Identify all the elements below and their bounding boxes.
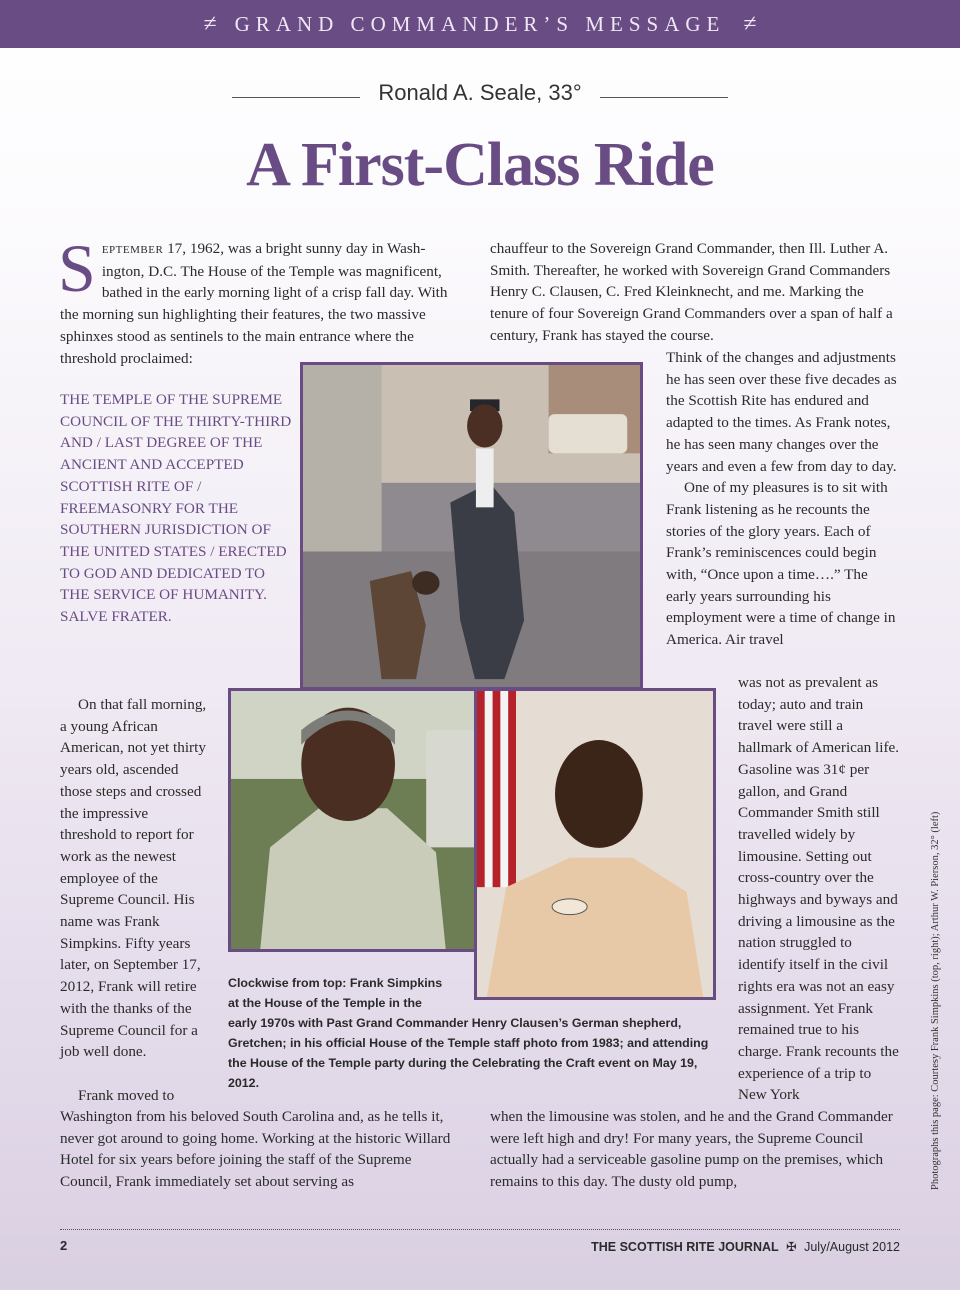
photo-frank-with-shepherd [300, 362, 643, 690]
temple-inscription: THE TEMPLE OF THE SUPREME COUNCIL OF THE THIRTY-THIRD AND / LAST DEGREE OF THE ANCIENT AND ACCEPTED SCOTTISH RITE OF / FREEMASONRY FOR THE SOUTHERN JURISDICTION OF THE UNITED STATES / ERECTED TO GOD AND DEDICATED TO THE SERVICE OF HUMANITY. SALVE FRATER. [60, 391, 292, 626]
column-two-top: chauffeur to the Sovereign Grand Commander, then Ill. Luther A. Smith. Thereafter, he worked with Sovereign Grand Commanders Henry C. Clausen, C. Fred Kleinknecht, and me. Marking the tenure of four Sovereign Grand Commanders over a span of half a century, Frank has stayed the course. [490, 240, 893, 344]
author-byline: Ronald A. Seale, 33° [378, 80, 582, 105]
cross-icon: ✠ [786, 1240, 797, 1254]
narrow-paragraph-right: was not as prevalent as today; auto and train travel were still a hallmark of American life. Gasoline was 31¢ per gallon, and Grand Commander Smith still travelled widely by limousine. Setting out cross-country over the highways and byways and driving a limousine as the nation struggled to identify itself in the civil rights era was not an easy assignment. Yet Frank remained true to his charge. Frank recounts the experience of a trip to New York [738, 674, 900, 1104]
photo-caption-part-1: Clockwise from top: Frank Simpkins at the House of the Temple in the [228, 976, 443, 1010]
column-two-middle [666, 347, 900, 651]
page-number: 2 [60, 1238, 68, 1253]
bottom-paragraph-left: Washington from his beloved South Carolina and, as he tells it, never got around to going home. Working at the historic Willard Hotel for six years before joining the staff of the Supreme Council, Frank immediately set about serving as [60, 1108, 451, 1191]
photo-caption-part-2: early 1970s with Past Grand Commander Henry Clausen’s German shepherd, Gretchen; in his official House of the Temple staff photo from 1983; and attending the House of the Temple party during the Celebrating the Craft event on May 19, 2012. [228, 1016, 709, 1090]
double-cross-icon: ≠ [743, 10, 757, 37]
narrow-paragraph-left: On that fall morning, a young African American, not yet thirty years old, ascended those steps and crossed the impressive threshold to report for work as the newest employee of the Supreme Council. His name was Frank Simpkins. Fifty years later, on September 17, 2012, Frank will retire with the thanks of the Supreme Council for a job well done. [60, 696, 207, 1061]
issue-date: July/August 2012 [804, 1240, 900, 1254]
double-cross-icon: ≠ [203, 10, 217, 37]
bottom-paragraph-right: when the limousine was stolen, and he and the Grand Commander were left high and dry! For many years, the Supreme Council actually had a serviceable gasoline pump on the premises, which remains to this day. The dusty old pump, [490, 1108, 893, 1191]
drop-cap: S [58, 230, 96, 306]
article-headline: A First-Class Ride [246, 131, 714, 199]
intro-text: 17, 1962, was a bright sunny day in Washington, D.C. The House of the Temple was magnificent, bathed in the early morning light of a crisp fall day. With the morning sun highlighting their features, the two massive sphinxes stood as sentinels to the main entrance where the threshold proclaimed: [60, 240, 448, 367]
paragraph-pleasures: One of my pleasures is to sit with Frank listening as he recounts the stories of the glory years. Each of Frank’s reminiscences could begin with, “Once upon a time….” The early years surrounding his employment were a time of change in America. Air travel [666, 479, 896, 649]
paragraph-changes: Think of the changes and adjustments he has seen over these five decades as the Scottish Rite has endured and adapted to the times. As Frank notes, he has seen many changes over the years and even a few from day to day. [666, 349, 897, 475]
intro-paragraph [58, 230, 462, 369]
intro-smallcaps: eptember [101, 241, 164, 257]
journal-name: THE SCOTTISH RITE JOURNAL [591, 1240, 779, 1254]
photo-frank-staff-1983 [474, 688, 716, 1000]
photo-credit: Photographs this page: Courtesy Frank Simpkins (top, right); Arthur W. Pierson, 32° (left) [930, 811, 941, 1190]
section-banner [0, 0, 960, 48]
moved-indent-text: Frank moved to [78, 1087, 175, 1104]
section-title: GRAND COMMANDER’S MESSAGE [234, 11, 726, 36]
footer-divider [60, 1229, 900, 1230]
journal-footer [591, 1239, 900, 1254]
photo-frank-2012-event [228, 688, 478, 952]
byline-rule-right [600, 97, 728, 98]
